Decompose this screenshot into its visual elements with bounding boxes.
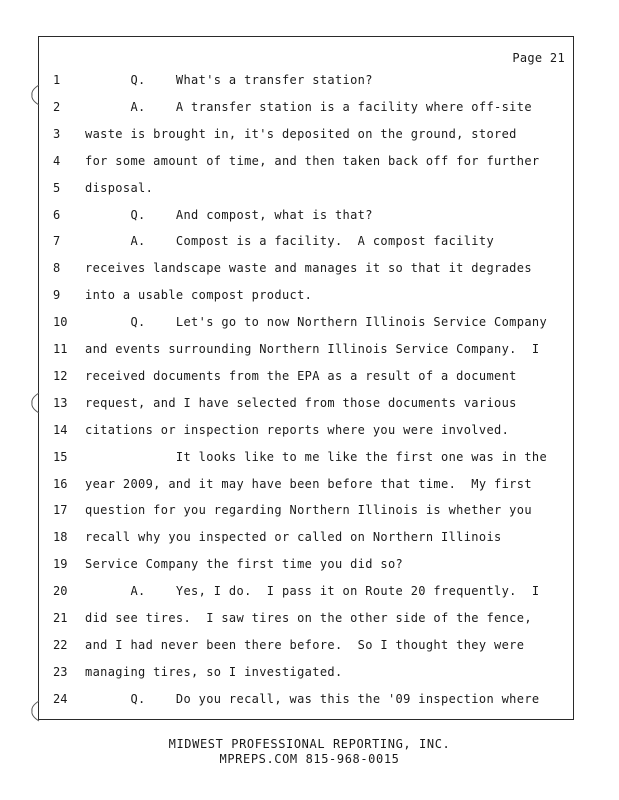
- transcript-line: received documents from the EPA as a result of a document: [85, 369, 517, 383]
- line-number: 16: [53, 477, 68, 491]
- line-number: 6: [53, 208, 61, 222]
- line-number: 8: [53, 261, 61, 275]
- transcript-line: disposal.: [85, 181, 154, 195]
- transcript-line: It looks like to me like the first one was in the: [85, 450, 548, 464]
- line-number: 19: [53, 557, 68, 571]
- transcript-line: Q. Do you recall, was this the '09 inspection where: [85, 692, 540, 706]
- binding-mark-icon: [30, 392, 40, 414]
- transcript-line: question for you regarding Northern Illinois is whether you: [85, 503, 532, 517]
- line-number: 9: [53, 288, 61, 302]
- footer-company: MIDWEST PROFESSIONAL REPORTING, INC.: [168, 737, 451, 751]
- line-number: 2: [53, 100, 61, 114]
- line-number: 11: [53, 342, 68, 356]
- page-number: Page 21: [512, 51, 565, 65]
- transcript-line: receives landscape waste and manages it so that it degrades: [85, 261, 532, 275]
- line-number: 12: [53, 369, 68, 383]
- line-number: 21: [53, 611, 68, 625]
- transcript-page-frame: [38, 36, 574, 720]
- transcript-line: managing tires, so I investigated.: [85, 665, 343, 679]
- transcript-line: and events surrounding Northern Illinois Service Company. I: [85, 342, 540, 356]
- line-number: 4: [53, 154, 61, 168]
- transcript-line: recall why you inspected or called on Northern Illinois: [85, 530, 502, 544]
- line-number: 3: [53, 127, 61, 141]
- transcript-line: Q. What's a transfer station?: [85, 73, 373, 87]
- transcript-line: A. A transfer station is a facility where off-site: [85, 100, 532, 114]
- line-number: 24: [53, 692, 68, 706]
- line-number: 10: [53, 315, 68, 329]
- line-number: 15: [53, 450, 68, 464]
- line-number: 7: [53, 234, 61, 248]
- line-number: 20: [53, 584, 68, 598]
- transcript-line: A. Compost is a facility. A compost facility: [85, 234, 495, 248]
- transcript-line: Q. Let's go to now Northern Illinois Service Company: [85, 315, 548, 329]
- transcript-line: request, and I have selected from those documents various: [85, 396, 517, 410]
- transcript-line: Service Company the first time you did so?: [85, 557, 404, 571]
- transcript-line: into a usable compost product.: [85, 288, 313, 302]
- line-number: 14: [53, 423, 68, 437]
- transcript-line: and I had never been there before. So I thought they were: [85, 638, 525, 652]
- line-number: 1: [53, 73, 61, 87]
- binding-mark-icon: [30, 84, 40, 106]
- binding-mark-icon: [30, 700, 40, 722]
- line-number: 17: [53, 503, 68, 517]
- transcript-line: A. Yes, I do. I pass it on Route 20 frequently. I: [85, 584, 540, 598]
- transcript-line: for some amount of time, and then taken back off for further: [85, 154, 540, 168]
- line-number: 18: [53, 530, 68, 544]
- transcript-line: Q. And compost, what is that?: [85, 208, 373, 222]
- transcript-line: citations or inspection reports where you were involved.: [85, 423, 510, 437]
- line-number: 23: [53, 665, 68, 679]
- transcript-line: year 2009, and it may have been before that time. My first: [85, 477, 532, 491]
- line-number: 5: [53, 181, 61, 195]
- transcript-line: waste is brought in, it's deposited on the ground, stored: [85, 127, 517, 141]
- line-number: 22: [53, 638, 68, 652]
- transcript-line: did see tires. I saw tires on the other side of the fence,: [85, 611, 532, 625]
- line-number: 13: [53, 396, 68, 410]
- footer-contact: MPREPS.COM 815-968-0015: [219, 752, 400, 766]
